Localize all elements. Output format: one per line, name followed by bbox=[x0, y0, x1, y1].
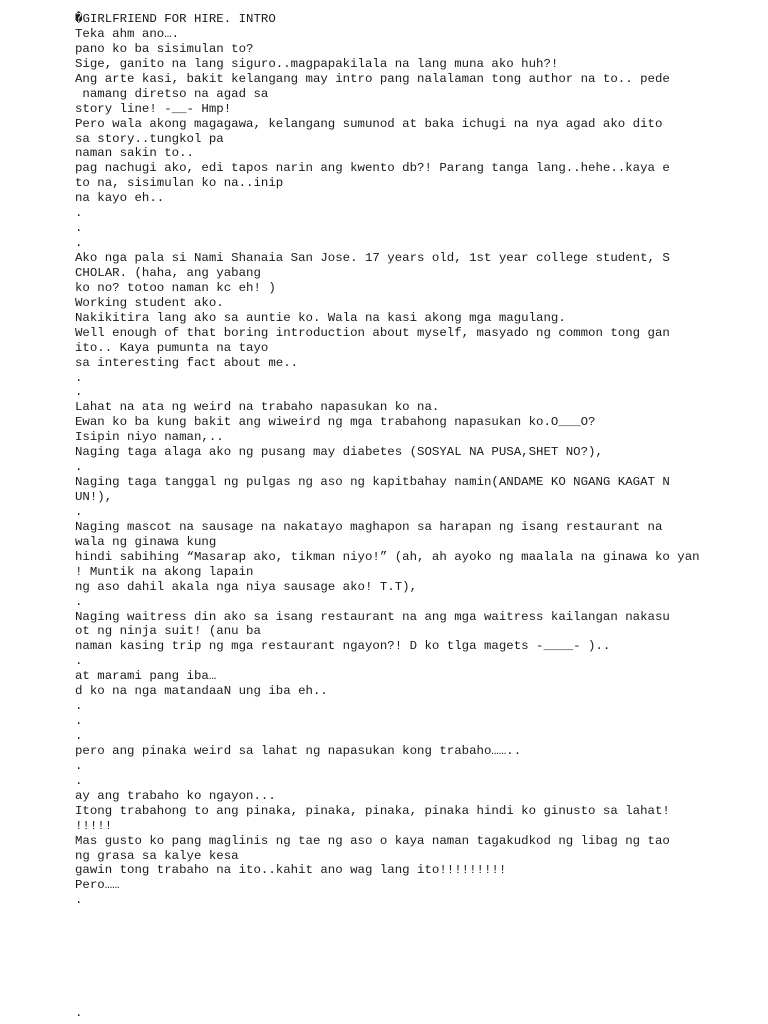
text-line: . bbox=[75, 221, 83, 236]
text-line: CHOLAR. (haha, ang yabang bbox=[75, 265, 261, 280]
text-line: �GIRLFRIEND FOR HIRE. INTRO bbox=[75, 12, 276, 26]
text-line: . bbox=[75, 460, 83, 475]
text-line: ito.. Kaya pumunta na tayo bbox=[75, 340, 269, 355]
text-line: at marami pang iba… bbox=[75, 669, 217, 684]
text-line: . bbox=[75, 504, 83, 519]
text-line: . bbox=[75, 594, 83, 609]
text-line: Nakikitira lang ako sa auntie ko. Wala na kasi akong mga magulang. bbox=[75, 310, 566, 325]
text-line: naman kasing trip ng mga restaurant ngayon?! D ko tlga magets -____- ).. bbox=[75, 639, 611, 654]
text-line: . bbox=[75, 758, 83, 773]
text-line: . bbox=[75, 893, 83, 908]
text-line: Naging mascot na sausage na nakatayo maghapon sa harapan ng isang restaurant na bbox=[75, 519, 663, 534]
trailing-dot: . bbox=[75, 1006, 83, 1020]
text-line: to na, sisimulan ko na..inip bbox=[75, 176, 284, 191]
text-line: namang diretso na agad sa bbox=[75, 86, 269, 101]
text-line: Sige, ganito na lang siguro..magpapakilala na lang muna ako huh?! bbox=[75, 56, 559, 71]
text-line: . bbox=[75, 729, 83, 743]
text-line: Teka ahm ano…. bbox=[75, 26, 180, 41]
text-line: Ang arte kasi, bakit kelangang may intro pang nalalaman tong author na to.. pede bbox=[75, 71, 670, 86]
text-line: Naging taga tanggal ng pulgas ng aso ng kapitbahay namin(ANDAME KO NGANG KAGAT N bbox=[75, 475, 670, 490]
text-line: . bbox=[75, 206, 83, 221]
text-line: Naging waitress din ako sa isang restaurant na ang mga waitress kailangan nakasu bbox=[75, 609, 670, 624]
text-line: pano ko ba sisimulan to? bbox=[75, 41, 254, 56]
text-line: gawin tong trabaho na ito..kahit ano wag lang ito!!!!!!!!! bbox=[75, 863, 507, 878]
text-line: Pero…… bbox=[75, 878, 120, 893]
text-line: wala ng ginawa kung bbox=[75, 534, 217, 549]
text-line: ng grasa sa kalye kesa bbox=[75, 848, 239, 863]
text-line: story line! -__- Hmp! bbox=[75, 101, 232, 116]
text-line: Naging taga alaga ako ng pusang may diabetes (SOSYAL NA PUSA,SHET NO?), bbox=[75, 445, 603, 460]
text-line: . bbox=[75, 236, 83, 251]
text-line: Well enough of that boring introduction about myself, masyado ng common tong gan bbox=[75, 325, 670, 340]
text-line: d ko na nga matandaaN ung iba eh.. bbox=[75, 684, 328, 699]
text-line: Lahat na ata ng weird na trabaho napasukan ko na. bbox=[75, 400, 440, 415]
text-line: . bbox=[75, 699, 83, 714]
text-line: . bbox=[75, 385, 83, 400]
text-line: Mas gusto ko pang maglinis ng tae ng aso o kaya naman tagakudkod ng libag ng tao bbox=[75, 833, 670, 848]
text-line: ng aso dahil akala nga niya sausage ako! T.T), bbox=[75, 579, 418, 594]
text-line: ! Muntik na akong lapain bbox=[75, 564, 254, 579]
text-line: sa interesting fact about me.. bbox=[75, 355, 299, 370]
text-line: . bbox=[75, 654, 83, 669]
text-line: . bbox=[75, 773, 83, 788]
text-line: !!!!! bbox=[75, 818, 113, 833]
text-line: Itong trabahong to ang pinaka, pinaka, pinaka, pinaka hindi ko ginusto sa lahat! bbox=[75, 803, 670, 818]
text-line: na kayo eh.. bbox=[75, 191, 165, 206]
text-line: . bbox=[75, 714, 83, 729]
text-line: ay ang trabaho ko ngayon... bbox=[75, 788, 276, 803]
text-line: Pero wala akong magagawa, kelangang sumunod at baka ichugi na nya agad ako dito bbox=[75, 116, 663, 131]
text-line: Isipin niyo naman,.. bbox=[75, 430, 224, 445]
text-line: ko no? totoo naman kc eh! ) bbox=[75, 280, 276, 295]
text-line: ot ng ninja suit! (anu ba bbox=[75, 624, 261, 639]
text-line: hindi sabihing “Masarap ako, tikman niyo!” (ah, ah ayoko ng maalala na ginawa ko yan bbox=[75, 549, 700, 564]
text-line: sa story..tungkol pa bbox=[75, 131, 224, 146]
text-line: pag nachugi ako, edi tapos narin ang kwento db?! Parang tanga lang..hehe..kaya e bbox=[75, 161, 670, 176]
text-line: Working student ako. bbox=[75, 295, 224, 310]
text-line: Ewan ko ba kung bakit ang wiweird ng mga trabahong napasukan ko.O___O? bbox=[75, 415, 596, 430]
text-line: naman sakin to.. bbox=[75, 146, 194, 161]
text-line: UN!), bbox=[75, 490, 113, 504]
text-line: . bbox=[75, 370, 83, 385]
text-line: pero ang pinaka weird sa lahat ng napasukan kong trabaho…….. bbox=[75, 743, 522, 758]
story-text bbox=[75, 12, 755, 908]
text-line: Ako nga pala si Nami Shanaia San Jose. 17 years old, 1st year college student, S bbox=[75, 251, 670, 265]
